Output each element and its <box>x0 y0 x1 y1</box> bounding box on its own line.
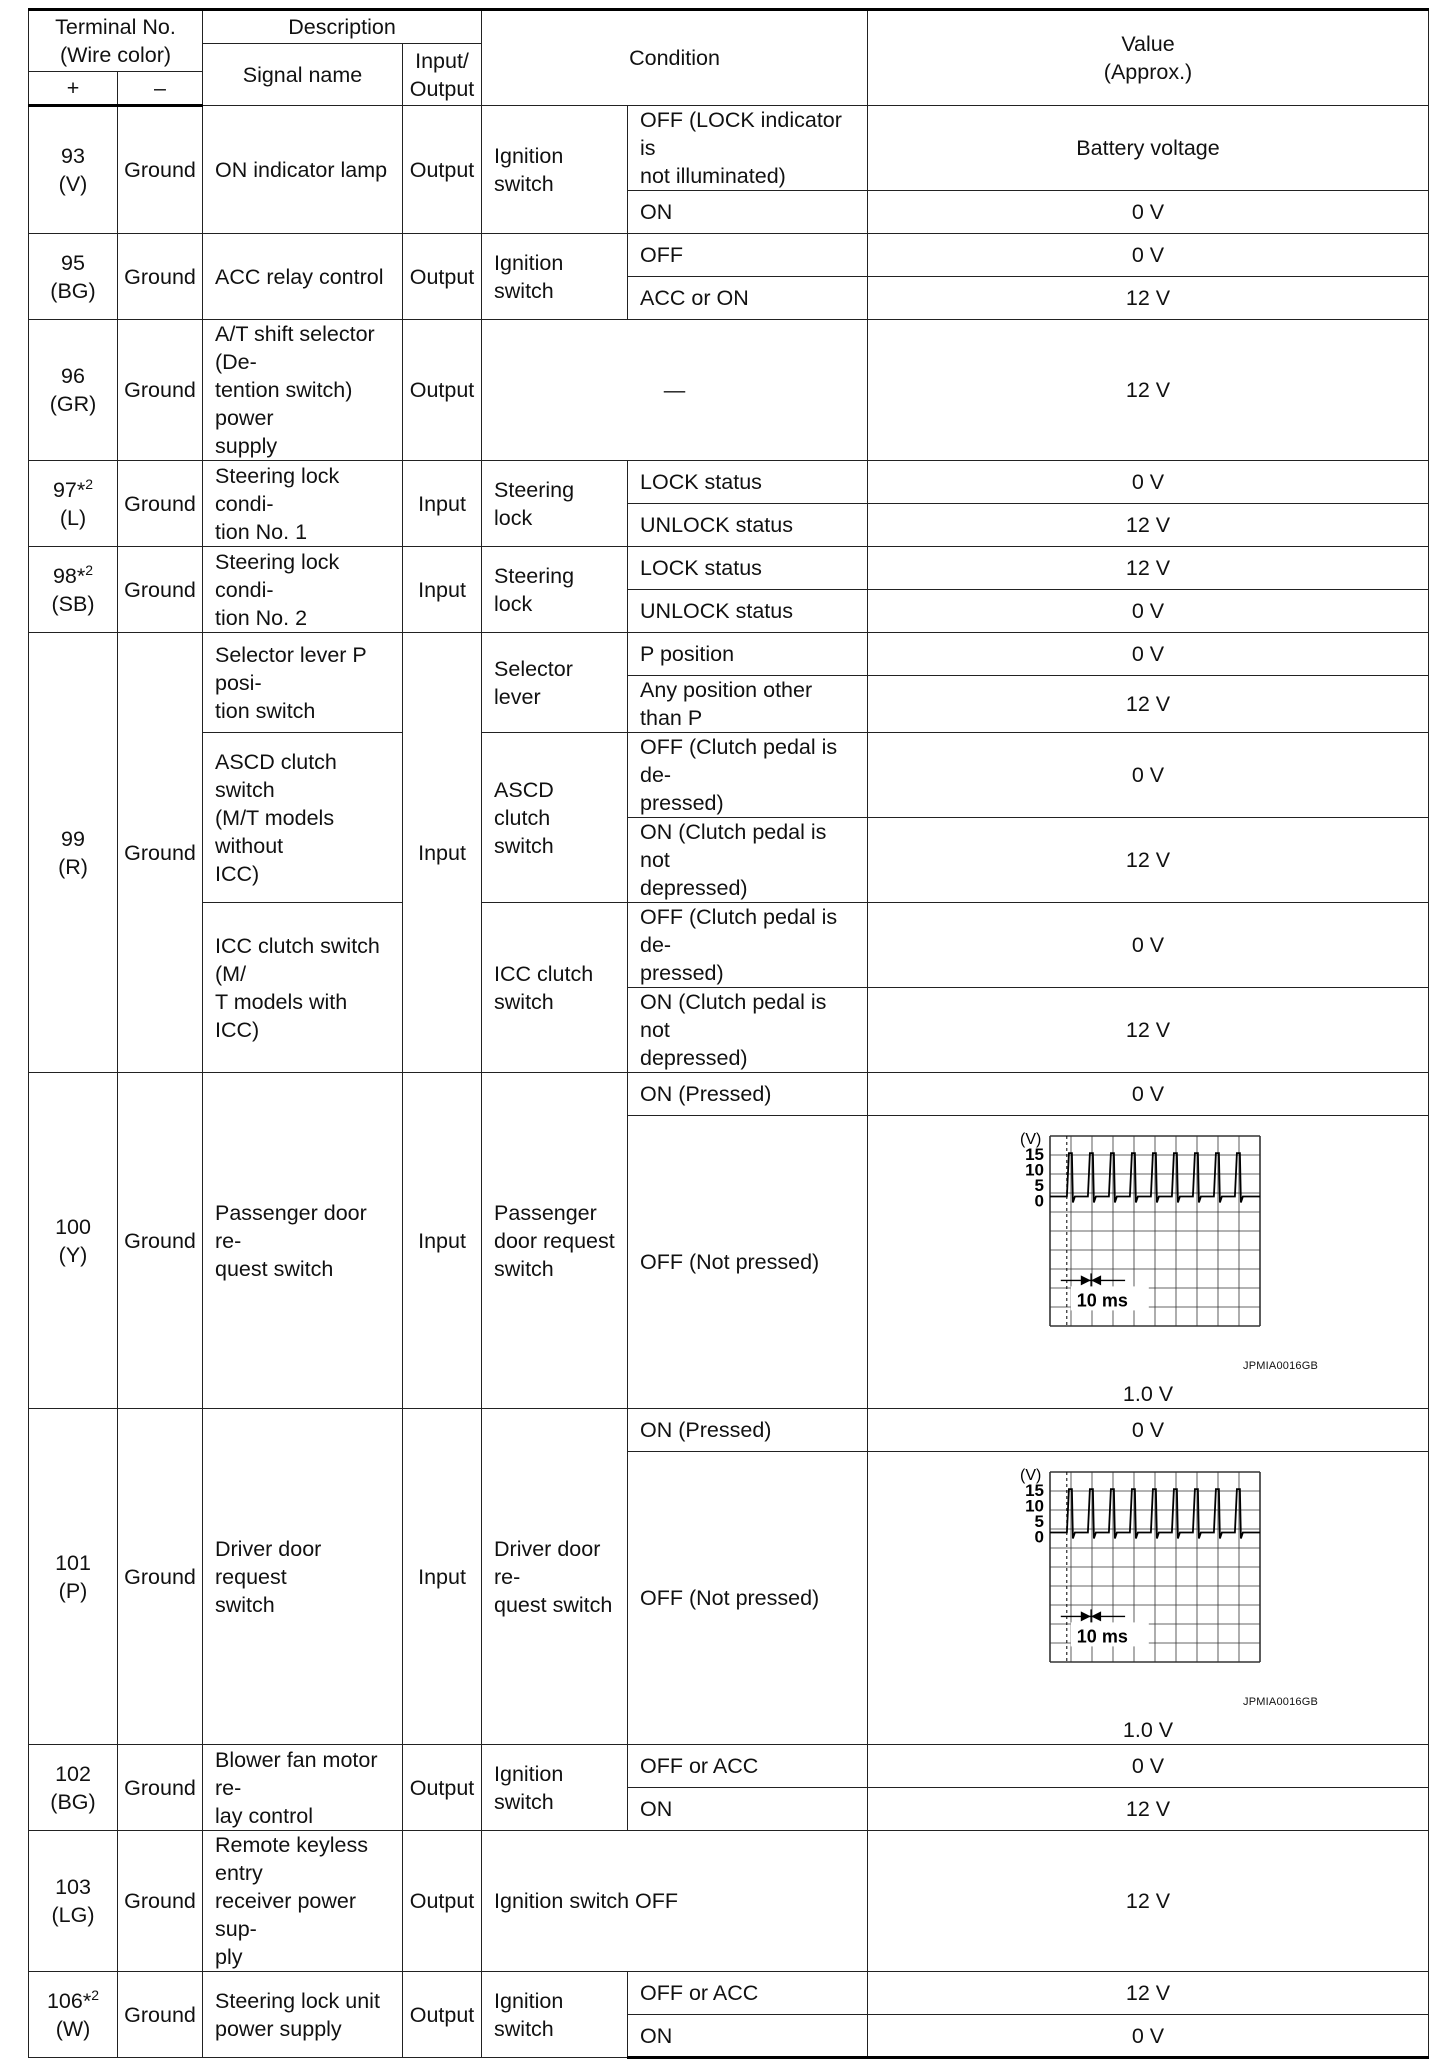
state-cell: OFF <box>628 234 868 277</box>
table-row <box>29 1073 1429 1116</box>
condition-cell: Passenger door request switch <box>482 1073 628 1409</box>
header-row <box>29 10 1429 44</box>
axis-unit: (V) <box>1020 1131 1042 1148</box>
header-minus: – <box>118 72 203 106</box>
y-tick-label: 10 <box>1025 1496 1045 1516</box>
wire-color: (SB) <box>51 591 95 616</box>
value-cell: 0 V <box>868 590 1429 633</box>
condition-cell: Ignition switch <box>482 234 628 320</box>
io-cell: Output <box>403 1972 482 2058</box>
condition-cell: Ignition switch <box>482 106 628 234</box>
footnote-mark: 2 <box>91 1986 100 2003</box>
wire-color: (L) <box>59 505 87 530</box>
terminal-cell: 93 (V) <box>29 106 118 234</box>
state-cell: UNLOCK status <box>628 590 868 633</box>
state-cell: ON (Pressed) <box>628 1409 868 1452</box>
table-row <box>29 1831 1429 1972</box>
figure-code: JPMIA0016GB <box>1243 1360 1319 1372</box>
figure-code: JPMIA0016GB <box>1243 1696 1319 1708</box>
header-condition: Condition <box>482 10 868 106</box>
value-cell: 12 V <box>868 547 1429 590</box>
time-span-marker <box>1061 1273 1125 1287</box>
table-row <box>29 1972 1429 2015</box>
value-cell: 1.0 V <box>1122 1718 1174 1742</box>
state-cell: UNLOCK status <box>628 504 868 547</box>
value-cell: 12 V <box>868 277 1429 320</box>
signal-name-cell: ACC relay control <box>203 234 403 320</box>
io-cell: Output <box>403 320 482 461</box>
time-label: 10 ms <box>1076 1626 1128 1647</box>
table-row <box>29 106 1429 191</box>
waveform-cell <box>868 1116 1429 1409</box>
terminal-cell: 101 (P) <box>29 1409 118 1745</box>
io-cell: Output <box>403 1831 482 1972</box>
ground-cell: Ground <box>118 1831 203 1972</box>
ground-cell: Ground <box>118 1073 203 1409</box>
value-cell: 0 V <box>868 1409 1429 1452</box>
state-cell: ON <box>628 1788 868 1831</box>
value-cell: 0 V <box>868 234 1429 277</box>
state-cell: LOCK status <box>628 547 868 590</box>
io-cell: Output <box>403 106 482 234</box>
value-cell: 12 V <box>868 1972 1429 2015</box>
table-row <box>29 461 1429 504</box>
ground-cell: Ground <box>118 547 203 633</box>
value-cell: 0 V <box>868 733 1429 818</box>
value-cell: 12 V <box>868 1831 1429 1972</box>
value-cell: 1.0 V <box>1122 1382 1174 1406</box>
y-tick-label: 0 <box>1034 1527 1045 1547</box>
y-tick-label: 5 <box>1034 1176 1045 1196</box>
condition-cell: ICC clutch switch <box>482 903 628 1073</box>
table-row <box>29 234 1429 277</box>
ground-cell: Ground <box>118 106 203 234</box>
ground-cell: Ground <box>118 1972 203 2058</box>
value-cell: 12 V <box>868 320 1429 461</box>
signal-name-cell: Steering lock condi- tion No. 2 <box>203 547 403 633</box>
value-cell: 12 V <box>868 504 1429 547</box>
state-cell: ACC or ON <box>628 277 868 320</box>
header-description: Description <box>203 10 482 44</box>
io-cell: Input <box>403 633 482 1073</box>
terminal-cell: 96 (GR) <box>29 320 118 461</box>
ground-cell: Ground <box>118 320 203 461</box>
header-signal-name: Signal name <box>203 44 403 106</box>
state-cell: P position <box>628 633 868 676</box>
value-cell: 12 V <box>868 676 1429 733</box>
io-cell: Output <box>403 1745 482 1831</box>
table-row <box>29 1409 1429 1452</box>
terminal-number: 97* <box>52 477 86 502</box>
terminal-cell: 95 (BG) <box>29 234 118 320</box>
value-cell: Battery voltage <box>868 106 1429 191</box>
time-label: 10 ms <box>1076 1290 1128 1311</box>
state-cell: OFF (Not pressed) <box>628 1116 868 1409</box>
state-cell: OFF (Not pressed) <box>628 1452 868 1745</box>
state-cell: ON (Clutch pedal is not depressed) <box>628 818 868 903</box>
io-cell: Input <box>403 1409 482 1745</box>
terminal-number: 98* <box>52 563 86 588</box>
terminal-spec-table <box>28 8 1429 2059</box>
signal-name-cell: ON indicator lamp <box>203 106 403 234</box>
ground-cell: Ground <box>118 633 203 1073</box>
terminal-cell: 100 (Y) <box>29 1073 118 1409</box>
signal-name-cell: Selector lever P posi- tion switch <box>203 633 403 733</box>
state-cell: Any position other than P <box>628 676 868 733</box>
value-cell: 0 V <box>868 633 1429 676</box>
state-cell: ON (Clutch pedal is not depressed) <box>628 988 868 1073</box>
value-cell: 12 V <box>868 988 1429 1073</box>
io-cell: Input <box>403 1073 482 1409</box>
y-tick-label: 10 <box>1025 1160 1045 1180</box>
value-cell: 0 V <box>868 1073 1429 1116</box>
ground-cell: Ground <box>118 234 203 320</box>
header-terminal-no: Terminal No. (Wire color) <box>29 10 203 72</box>
axis-unit: (V) <box>1020 1467 1042 1484</box>
terminal-cell: 103 (LG) <box>29 1831 118 1972</box>
time-span-marker <box>1061 1609 1125 1623</box>
signal-name-cell: A/T shift selector (De- tention switch) power supply <box>203 320 403 461</box>
y-tick-label: 5 <box>1034 1512 1045 1532</box>
value-cell: 0 V <box>868 1745 1429 1788</box>
condition-cell: Driver door re- quest switch <box>482 1409 628 1745</box>
state-cell: OFF (LOCK indicator is not illuminated) <box>628 106 868 191</box>
value-cell: 12 V <box>868 818 1429 903</box>
header-value: Value (Approx.) <box>868 10 1429 106</box>
value-cell: 0 V <box>868 903 1429 988</box>
signal-name-cell: Remote keyless entry receiver power sup- ply <box>203 1831 403 1972</box>
terminal-cell <box>29 547 118 633</box>
condition-cell: Selector lever <box>482 633 628 733</box>
state-cell: ON <box>628 2015 868 2058</box>
io-cell: Input <box>403 547 482 633</box>
ground-cell: Ground <box>118 461 203 547</box>
terminal-cell: 102 (BG) <box>29 1745 118 1831</box>
wire-color: (W) <box>55 2016 91 2041</box>
page <box>28 8 1428 2059</box>
terminal-number: 106* <box>46 1988 92 2013</box>
terminal-cell: 99 (R) <box>29 633 118 1073</box>
signal-name-cell: Blower fan motor re- lay control <box>203 1745 403 1831</box>
condition-cell: Steering lock <box>482 547 628 633</box>
value-cell: 0 V <box>868 461 1429 504</box>
condition-cell: Ignition switch <box>482 1972 628 2058</box>
y-tick-label: 15 <box>1025 1145 1045 1164</box>
condition-cell: — <box>482 320 868 461</box>
signal-name-cell: ICC clutch switch (M/ T models with ICC) <box>203 903 403 1073</box>
signal-name-cell: Steering lock condi- tion No. 1 <box>203 461 403 547</box>
signal-name-cell: Driver door request switch <box>203 1409 403 1745</box>
waveform-cell <box>868 1452 1429 1745</box>
state-cell: OFF (Clutch pedal is de- pressed) <box>628 733 868 818</box>
footnote-mark: 2 <box>85 475 94 492</box>
state-cell: OFF or ACC <box>628 1972 868 2015</box>
header-input-output: Input/ Output <box>403 44 482 106</box>
waveform-graph <box>978 1452 1318 1712</box>
table-row <box>29 1745 1429 1788</box>
state-cell: OFF (Clutch pedal is de- pressed) <box>628 903 868 988</box>
state-cell: ON <box>628 191 868 234</box>
state-cell: ON (Pressed) <box>628 1073 868 1116</box>
waveform-graph <box>978 1116 1318 1376</box>
table-row <box>29 547 1429 590</box>
signal-name-cell: Steering lock unit power supply <box>203 1972 403 2058</box>
value-cell: 12 V <box>868 1788 1429 1831</box>
table-row <box>29 733 1429 818</box>
state-cell: OFF or ACC <box>628 1745 868 1788</box>
io-cell: Output <box>403 234 482 320</box>
signal-name-cell: Passenger door re- quest switch <box>203 1073 403 1409</box>
header-plus: + <box>29 72 118 106</box>
io-cell: Input <box>403 461 482 547</box>
footnote-mark: 2 <box>85 561 94 578</box>
value-cell: 0 V <box>868 2015 1429 2058</box>
terminal-cell <box>29 461 118 547</box>
terminal-cell <box>29 1972 118 2058</box>
value-cell: 0 V <box>868 191 1429 234</box>
table-row <box>29 903 1429 988</box>
y-tick-label: 15 <box>1025 1481 1045 1500</box>
table-row <box>29 633 1429 676</box>
ground-cell: Ground <box>118 1409 203 1745</box>
condition-cell: Ignition switch OFF <box>482 1831 868 1972</box>
condition-cell: ASCD clutch switch <box>482 733 628 903</box>
table-row <box>29 320 1429 461</box>
condition-cell: Steering lock <box>482 461 628 547</box>
condition-cell: Ignition switch <box>482 1745 628 1831</box>
ground-cell: Ground <box>118 1745 203 1831</box>
y-tick-label: 0 <box>1034 1191 1045 1211</box>
signal-name-cell: ASCD clutch switch (M/T models without ICC) <box>203 733 403 903</box>
state-cell: LOCK status <box>628 461 868 504</box>
